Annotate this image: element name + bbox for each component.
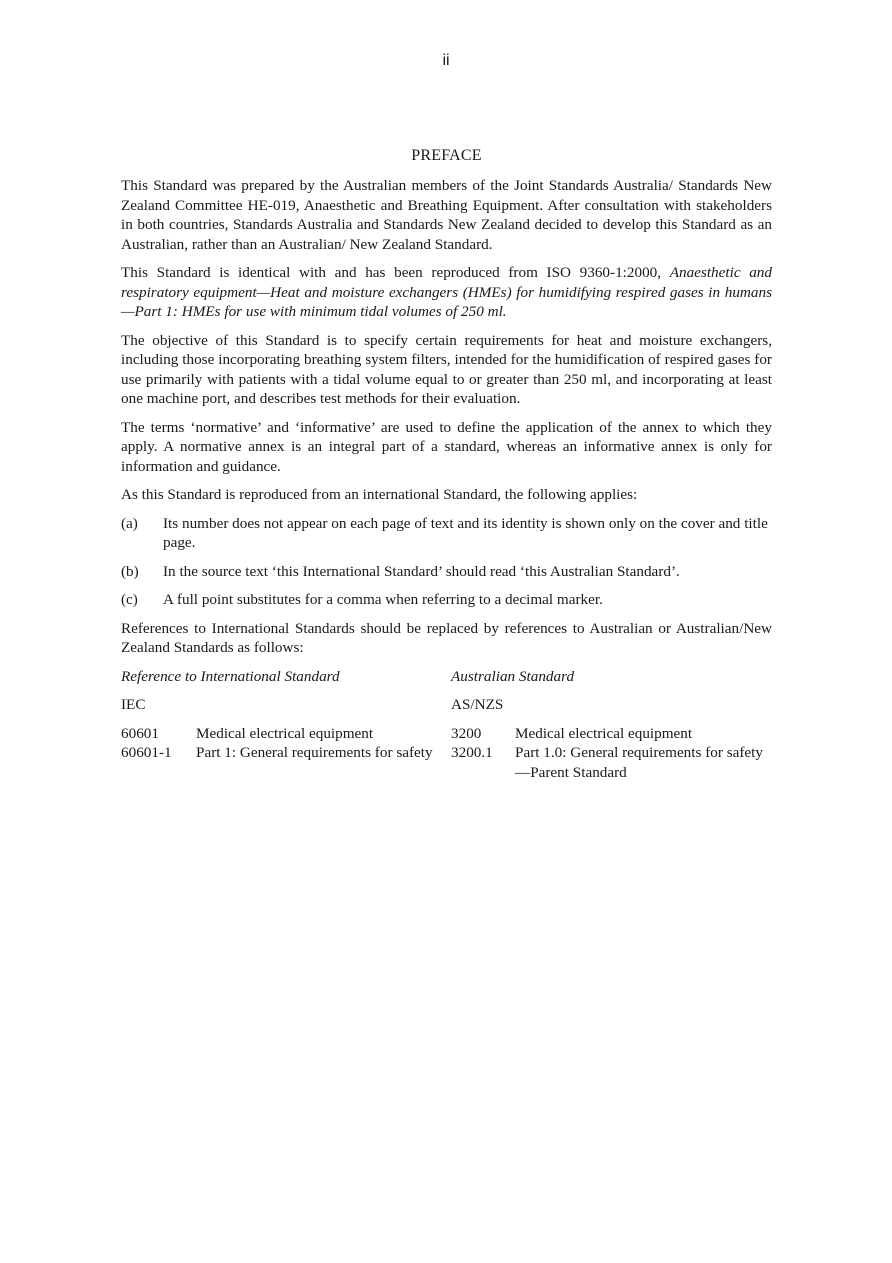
international-standard-heading: Reference to International Standard: [121, 667, 340, 685]
asnzs-label: AS/NZS: [451, 696, 504, 713]
page-number: ii: [442, 52, 450, 69]
australian-standard-number: 3200.1: [451, 744, 493, 761]
international-reference: [121, 724, 451, 744]
australian-standard-heading: Australian Standard: [451, 667, 575, 685]
australian-standard-title: Part 1.0: General requirements for safety—Parent Standard: [515, 744, 763, 781]
list-intro: As this Standard is reproduced from an international Standard, the following applies:: [121, 486, 638, 503]
list-item-b: [121, 562, 772, 582]
preface-paragraph-1: This Standard was prepared by the Australian members of the Joint Standards Australia/ Standards New Zealand Committee HE-019, Anaesthetic and Breathing Equipment. After consultation with stakeholders in both countries, Standards Australia and Standards New Zealand decided to develop this Standard as an Australian, rather than an Australian/ New Zealand Standard.: [121, 177, 772, 253]
australian-reference: [451, 743, 772, 782]
international-standard-title: Part 1: General requirements for safety: [196, 744, 433, 761]
list-item-label: (a): [121, 514, 138, 532]
table-row: [121, 743, 772, 782]
preface-paragraph-3: The objective of this Standard is to specify certain requirements for heat and moisture exchangers, including those incorporating breathing system filters, intended for the humidification of respired gases for use primarily with patients with a tidal volume equal to or greater than 250 ml, and incorporating at least one machine port, and describes test methods for their evaluation.: [121, 331, 772, 407]
paragraph-2-lead: This Standard is identical with and has been reproduced from ISO 9360-1:2000,: [121, 264, 670, 281]
preface-content: [121, 145, 772, 782]
australian-standard-title: Medical electrical equipment: [515, 724, 693, 742]
references-intro: References to International Standards should be replaced by references to Australian or Australian/New Zealand Standards as follows:: [121, 619, 772, 656]
references-subheader-row: [121, 695, 772, 715]
preface-paragraph-2: [121, 263, 772, 322]
page-title: PREFACE: [411, 147, 482, 164]
australian-standard-number: 3200: [451, 724, 482, 742]
australian-reference: [451, 724, 772, 744]
iec-label: IEC: [121, 696, 146, 713]
list-item-label: (c): [121, 591, 138, 608]
international-reference: [121, 743, 451, 782]
list-item-c: [121, 590, 772, 610]
preface-paragraph-4: The terms ‘normative’ and ‘informative’ are used to define the application of the annex to which they apply. A normative annex is an integral part of a standard, whereas an informative annex is only for information and guidance.: [121, 418, 772, 475]
table-row: [121, 724, 772, 744]
list-item-text: In the source text ‘this International Standard’ should read ‘this Australian Standard’.: [163, 562, 680, 580]
list-item-text: Its number does not appear on each page of text and its identity is shown only on the cover and title page.: [163, 514, 768, 551]
references-header-row: [121, 667, 772, 687]
iso-title: Anaesthetic and respiratory equipment—Heat and moisture exchangers (HMEs) for humidifying respired gases in humans—Part 1: HMEs for use with minimum tidal volumes of 250 ml.: [121, 264, 772, 320]
international-standard-number: 60601: [121, 724, 159, 742]
list-item-text: A full point substitutes for a comma when referring to a decimal marker.: [163, 591, 603, 608]
references-table: [121, 667, 772, 783]
list-item-label: (b): [121, 562, 139, 580]
international-standard-title: Medical electrical equipment: [196, 724, 374, 742]
international-standard-number: 60601-1: [121, 744, 172, 761]
list-item-a: [121, 514, 772, 553]
